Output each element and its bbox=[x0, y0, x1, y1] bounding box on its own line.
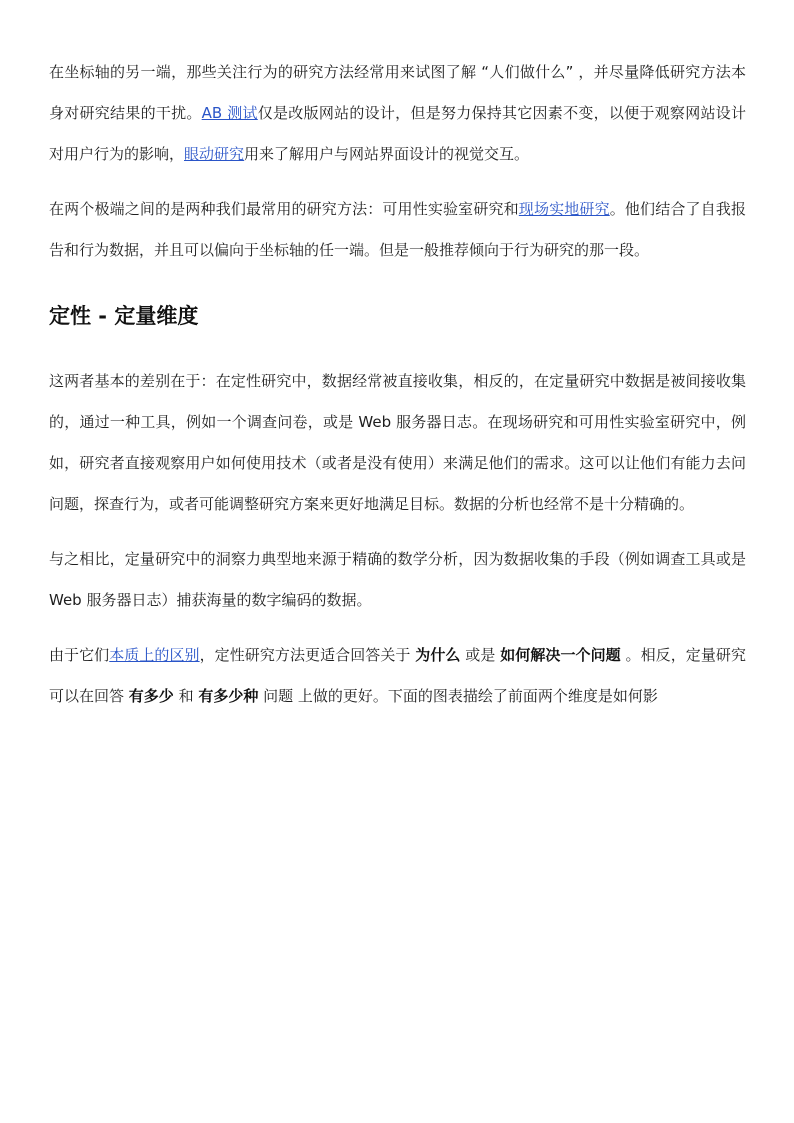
document-page bbox=[49, 52, 746, 731]
emphasis-how-much: 有多少种 bbox=[198, 687, 259, 705]
emphasis-how-many: 有多少 bbox=[128, 687, 174, 705]
link-field-studies[interactable]: 现场实地研究 bbox=[518, 200, 610, 218]
link-eye-tracking[interactable]: 眼动研究 bbox=[184, 145, 245, 163]
paragraph-quantitative-insight: 与之相比，定量研究中的洞察力典型地来源于精确的数学分析，因为数据收集的手段（例如调查工具或是 Web 服务器日志）捕获海量的数字编码的数据。 bbox=[49, 550, 746, 609]
section-heading: 定性 - 定量维度 bbox=[49, 304, 199, 328]
paragraph-text: 在坐标轴的另一端，那些关注行为的研究方法经常用来试图了解 “人们做什么” ，并尽量降低研究方法本身对研究结果的干扰。 bbox=[49, 63, 746, 122]
link-essential-difference[interactable]: 本质上的区别 bbox=[109, 646, 200, 664]
paragraph-text: 问题 上做的更好。下面的图表描绘了前面两个维度是如何影 bbox=[258, 687, 658, 705]
paragraph-qual-quant-difference: 这两者基本的差别在于：在定性研究中，数据经常被直接收集，相反的，在定量研究中数据是被间接收集的，通过一种工具，例如一个调查问卷，或是 Web 服务器日志。在现场研究和可用性实验室研究中，例如，研究者直接观察用户如何使用技术（或者是没有使用）来满足他们的需求。这可以让他们有能力去问问题，探查行为，或者可能调整研究方案来更好地满足目标。数据的分析也经常不是十分精确的。 bbox=[49, 372, 746, 513]
paragraph-text: 。相反，定量研究可以在回答 bbox=[49, 646, 746, 705]
emphasis-why: 为什么 bbox=[415, 646, 461, 664]
paragraph-text: 或是 bbox=[460, 646, 501, 664]
paragraph-why-how bbox=[49, 635, 746, 717]
paragraph-text: 和 bbox=[173, 687, 199, 705]
paragraph-middle-methods bbox=[49, 189, 746, 271]
paragraph-text: ，定性研究方法更适合回答关于 bbox=[199, 646, 416, 664]
paragraph-behavioral-methods bbox=[49, 52, 746, 175]
paragraph-text: 。他们结合了自我报告和行为数据，并且可以偏向于坐标轴的任一端。但是一般推荐倾向于行为研究的那一段。 bbox=[49, 200, 746, 259]
link-ab-testing[interactable]: AB 测试 bbox=[201, 104, 258, 122]
paragraph-text: 在两个极端之间的是两种我们最常用的研究方法：可用性实验室研究和 bbox=[49, 200, 519, 218]
paragraph-text: 仅是改版网站的设计，但是努力保持其它因素不变，以便于观察网站设计对用户行为的影响， bbox=[49, 104, 746, 163]
paragraph-text: 用来了解用户与网站界面设计的视觉交互。 bbox=[244, 145, 530, 163]
emphasis-how-to-solve: 如何解决一个问题 bbox=[500, 646, 621, 664]
paragraph-text: 由于它们 bbox=[49, 646, 110, 664]
